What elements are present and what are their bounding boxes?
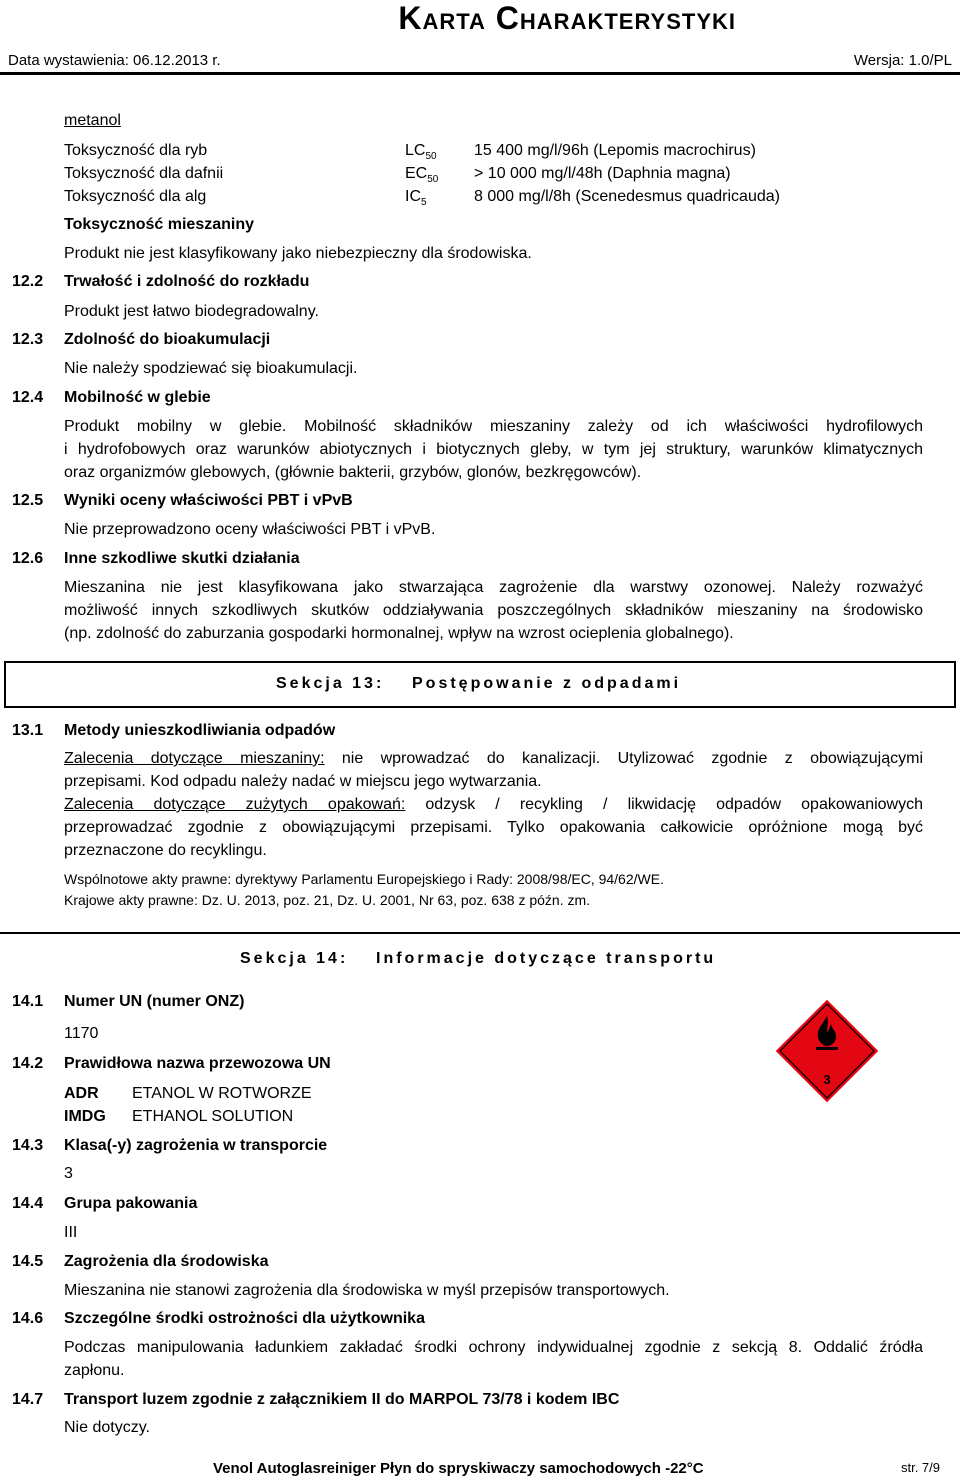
substance-name: metanol [64, 112, 121, 129]
packaging-recommendation-line: przeznaczone do recyklingu. [64, 842, 267, 859]
hazard-class: 3 [64, 1165, 73, 1182]
section-number: 14.2 [12, 1055, 44, 1072]
un-number: 1170 [64, 1025, 99, 1042]
section-number: 14.6 [12, 1310, 44, 1327]
document-title: Karta Charakterystyki [398, 0, 736, 36]
section-13-label: Sekcja 13: [276, 675, 385, 692]
tox-row-value: 8 000 mg/l/8h (Scenedesmus quadricauda) [474, 188, 780, 205]
adr-value: ETANOL W ROTWORZE [132, 1085, 312, 1102]
flammable-liquid-placard-icon [774, 998, 880, 1104]
section-number: 13.1 [12, 722, 44, 739]
section-text: Nie należy spodziewać się bioakumulacji. [64, 360, 358, 377]
section-14-rule [0, 932, 960, 934]
page-number: str. 7/9 [900, 1460, 940, 1475]
header-rule [0, 72, 960, 75]
national-legislation: Krajowe akty prawne: Dz. U. 2013, poz. 21, Dz. U. 2001, Nr 63, poz. 638 z późn. zm. [64, 892, 591, 908]
section-text-line: (np. zdolność do zaburzania gospodarki hormonalnej, wpływ na wzrost ocieplenia globalnego). [64, 625, 734, 642]
section-heading: Trwałość i zdolność do rozkładu [64, 273, 310, 290]
section-14-label: Sekcja 14: [240, 950, 349, 967]
section-text-line: możliwość innych szkodliwych skutków oddziaływania poszczególnych składników mieszaniny na środowisko [64, 602, 923, 619]
tox-row-label: Toksyczność dla dafnii [64, 165, 224, 182]
version: Wersja: 1.0/PL [853, 52, 952, 69]
section-heading: Wyniki oceny właściwości PBT i vPvB [64, 492, 353, 509]
adr-label: ADR [64, 1085, 99, 1102]
section-heading: Grupa pakowania [64, 1195, 198, 1212]
tox-row-param: $EC_{50}$ [405, 165, 439, 186]
mixture-toxicity-heading: Toksyczność mieszaniny [64, 216, 254, 233]
section-text-line: oraz organizmów glebowych, (głównie bakterii, grzybów, glonów, bezkręgowców). [64, 464, 642, 481]
mixture-recommendation-line: Zalecenia dotyczące mieszaniny: nie wprowadzać do kanalizacji. Utylizować zgodnie z obowiązującymi [64, 750, 924, 767]
section-number: 14.3 [12, 1137, 44, 1154]
footer-product: Venol Autoglasreiniger Płyn do spryskiwaczy samochodowych -22°C [213, 1460, 704, 1477]
imdg-value: ETHANOL SOLUTION [132, 1108, 294, 1125]
bulk-transport: Nie dotyczy. [64, 1419, 150, 1436]
placard-class: 3 [823, 1072, 831, 1087]
section-14-title: Informacje dotyczące transportu [376, 950, 717, 967]
tox-row-label: Toksyczność dla ryb [64, 142, 208, 159]
section-heading: Zdolność do bioakumulacji [64, 331, 271, 348]
mixture-recommendation-line: przepisami. Kod odpadu należy nadać w miejscu jego wytwarzania. [64, 773, 542, 790]
section-text: Produkt jest łatwo biodegradowalny. [64, 303, 319, 320]
mixture-toxicity-text: Produkt nie jest klasyfikowany jako niebezpieczny dla środowiska. [64, 245, 532, 262]
section-number: 14.5 [12, 1253, 44, 1270]
section-text: Nie przeprowadzono oceny właściwości PBT i vPvB. [64, 521, 436, 538]
section-13-title: Postępowanie z odpadami [412, 675, 682, 692]
tox-row-label: Toksyczność dla alg [64, 188, 207, 205]
packaging-recommendation-line: przeprowadzać zgodnie z obowiązującymi przepisami. Tylko opakowania całkowicie opróżnione mogą być [64, 819, 923, 836]
section-number: 12.6 [12, 550, 44, 567]
section-heading: Metody unieszkodliwiania odpadów [64, 722, 336, 739]
section-number: 12.3 [12, 331, 44, 348]
packing-group: III [64, 1224, 78, 1241]
section-number: 14.4 [12, 1195, 44, 1212]
section-number: 12.5 [12, 492, 44, 509]
environmental-hazards: Mieszanina nie stanowi zagrożenia dla środowiska w myśl przepisów transportowych. [64, 1282, 670, 1299]
section-heading: Zagrożenia dla środowiska [64, 1253, 269, 1270]
section-number: 14.7 [12, 1391, 44, 1408]
section-heading: Transport luzem zgodnie z załącznikiem II do MARPOL 73/78 i kodem IBC [64, 1391, 620, 1408]
section-heading: Numer UN (numer ONZ) [64, 993, 245, 1010]
tox-row-param: $LC_{50}$ [405, 142, 437, 163]
tox-row-value: 15 400 mg/l/96h (Lepomis macrochirus) [474, 142, 756, 159]
section-heading: Prawidłowa nazwa przewozowa UN [64, 1055, 331, 1072]
user-precautions-line: zapłonu. [64, 1362, 125, 1379]
section-heading: Szczególne środki ostrożności dla użytkownika [64, 1310, 425, 1327]
section-heading: Mobilność w glebie [64, 389, 211, 406]
section-heading: Inne szkodliwe skutki działania [64, 550, 300, 567]
packaging-recommendation-line: Zalecenia dotyczące zużytych opakowań: odzysk / recykling / likwidację odpadów opakowaniowych [64, 796, 923, 813]
user-precautions-line: Podczas manipulowania ładunkiem zakładać środki ochrony indywidualnej zgodnie z sekcją 8. Oddalić źródła [64, 1339, 923, 1356]
section-number: 14.1 [12, 993, 44, 1010]
tox-row-value: > 10 000 mg/l/48h (Daphnia magna) [474, 165, 731, 182]
section-text-line: i hydrofobowych oraz warunków abiotycznych i biotycznych gleby, w tym jej struktury, warunków klimatycznych [64, 441, 923, 458]
section-text-line: Produkt mobilny w glebie. Mobilność składników mieszaniny zależy od ich właściwości hydrofilowych [64, 418, 923, 435]
section-number: 12.2 [12, 273, 44, 290]
section-number: 12.4 [12, 389, 44, 406]
eu-legislation: Wspólnotowe akty prawne: dyrektywy Parlamentu Europejskiego i Rady: 2008/98/EC, 94/62/WE. [64, 871, 664, 887]
tox-row-param: $IC_5$ [405, 188, 427, 209]
issue-date: Data wystawienia: 06.12.2013 r. [8, 52, 221, 69]
section-heading: Klasa(-y) zagrożenia w transporcie [64, 1137, 328, 1154]
imdg-label: IMDG [64, 1108, 106, 1125]
section-text-line: Mieszanina nie jest klasyfikowana jako stwarzająca zagrożenie dla warstwy ozonowej. Należy rozważyć [64, 579, 923, 596]
